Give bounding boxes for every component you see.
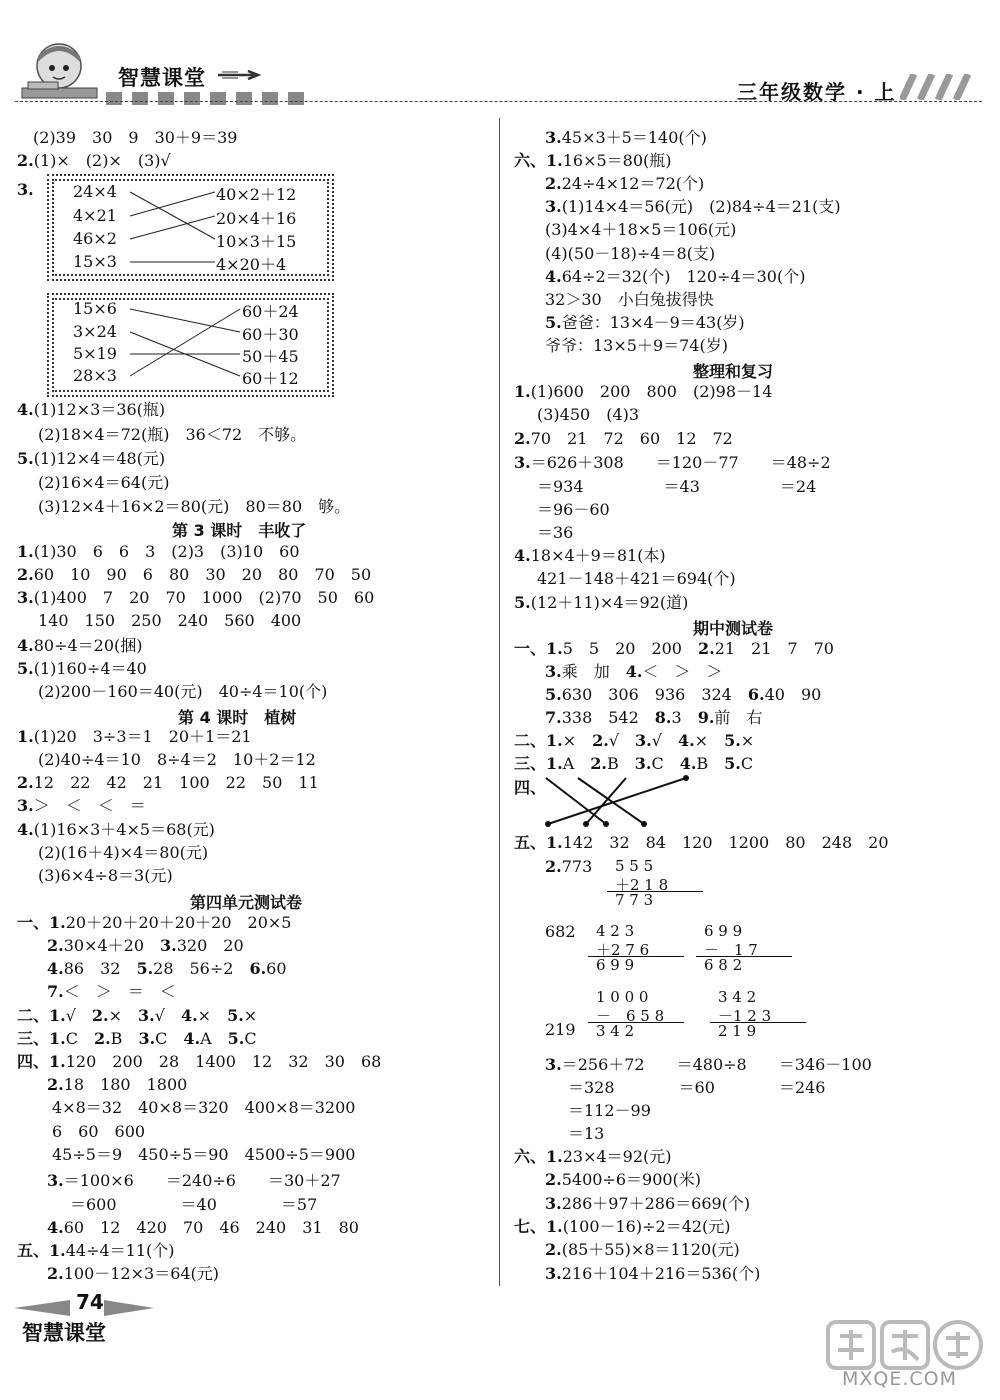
question-number: 4. xyxy=(679,754,697,773)
answer-text: ＝36 xyxy=(537,523,574,542)
vertical-calc-row: 6 8 2 xyxy=(704,956,743,974)
match-left-item: 46×2 xyxy=(73,229,117,248)
question-number: 5. xyxy=(227,1029,245,1048)
answer-text: (1)30 6 6 3 (2)3 (3)10 60 xyxy=(33,542,300,561)
answer-text: 23×4＝92(元) xyxy=(562,1147,672,1166)
answer-text: A xyxy=(200,1029,228,1048)
question-number: 3. xyxy=(17,796,34,815)
question-number: 二、1. xyxy=(514,731,563,750)
question-number: 2. xyxy=(545,1240,562,1259)
answer-text: × xyxy=(108,1006,139,1025)
answer-text: 216＋104＋216＝536(个) xyxy=(561,1264,761,1283)
question-number: 2. xyxy=(545,1170,562,1189)
question-number: 三、1. xyxy=(17,1029,66,1048)
left-answer-line xyxy=(38,473,169,493)
answer-text: 24÷4×12＝72(个) xyxy=(561,174,705,193)
left-answer-line xyxy=(47,936,244,956)
answer-text: ＝600 ＝40 ＝57 xyxy=(70,1195,318,1214)
answer-text: 28 56÷2 xyxy=(153,959,250,978)
question-number: 3. xyxy=(138,1029,156,1048)
question-number: 3. xyxy=(47,1171,64,1190)
left-answer-line xyxy=(17,727,252,747)
left-answer-line xyxy=(17,796,146,816)
question-number: 1. xyxy=(17,727,34,746)
answer-text: B xyxy=(110,1029,139,1048)
answer-text: (1)12×3＝36(瓶) xyxy=(33,400,166,419)
vertical-calc-row: 3 4 2 xyxy=(596,1022,635,1040)
answer-text: 142 32 84 120 1200 80 248 20 xyxy=(562,833,889,852)
answer-text: 44÷4＝11(个) xyxy=(65,1241,175,1260)
right-answer-line xyxy=(545,1264,760,1284)
right-answer-line xyxy=(545,708,762,728)
header-brand: 智慧课堂 xyxy=(118,66,206,90)
section-title: 第 3 课时 丰收了 xyxy=(172,521,307,540)
right-answer-line xyxy=(514,429,733,449)
left-answer-line xyxy=(38,425,306,445)
match-left-item: 15×6 xyxy=(73,299,117,318)
question-number: 2. xyxy=(93,1029,111,1048)
connect-dots-diagram xyxy=(536,770,716,830)
match-right-item: 40×2＋12 xyxy=(216,185,297,204)
answer-text: (2)(16＋4)×4＝80(元) xyxy=(38,843,209,862)
answer-text: (2)200－160＝40(元) 40÷4＝10(个) xyxy=(38,682,328,701)
answer-text: (85＋55)×8＝1120(元) xyxy=(561,1240,740,1259)
answer-text: (12＋11)×4＝92(道) xyxy=(530,593,689,612)
left-answer-line xyxy=(17,449,165,469)
left-answer-line xyxy=(38,866,173,886)
left-answer-line xyxy=(47,1218,359,1238)
left-answer-line xyxy=(17,1006,257,1026)
left-answer-line xyxy=(17,636,143,656)
left-answer-line xyxy=(17,1052,381,1072)
right-answer-line xyxy=(537,477,816,497)
vertical-calc-row: 6 9 9 xyxy=(704,922,743,940)
answer-text: ＞ ＜ ＜ ＝ xyxy=(33,796,146,815)
left-answer-line xyxy=(17,1029,257,1049)
right-answer-line xyxy=(545,922,576,942)
answer-text: 320 20 xyxy=(176,936,244,955)
answer-text: 773 xyxy=(561,857,593,876)
answer-text: ＝100×6 ＝240÷6 ＝30＋27 xyxy=(63,1171,341,1190)
question-number: 3. xyxy=(545,662,562,681)
vertical-calc-rule xyxy=(696,956,792,957)
section-title: 期中测试卷 xyxy=(693,619,774,638)
answer-text: 219 xyxy=(545,1020,576,1039)
answer-text: (2)40÷4＝10 8÷4＝2 10＋2＝12 xyxy=(38,750,316,769)
answer-text: 乘 加 xyxy=(561,662,626,681)
answer-text: 爷爷：13×5＋9＝74(岁) xyxy=(545,336,728,355)
question-number: 5. xyxy=(227,1006,244,1025)
left-answer-line xyxy=(17,659,147,679)
match-right-item: 60＋30 xyxy=(242,325,299,344)
right-answer-line xyxy=(537,500,610,520)
left-answer-line xyxy=(17,588,374,608)
match-left-item: 4×21 xyxy=(73,206,117,225)
left-answer-line xyxy=(17,773,319,793)
left-answer-line xyxy=(38,843,208,863)
match-left-item: 5×19 xyxy=(73,344,117,363)
answer-text: 630 306 936 324 xyxy=(561,685,748,704)
answer-text: 3 xyxy=(671,708,698,727)
match-right-item: 4×20＋4 xyxy=(216,255,287,274)
right-answer-line xyxy=(545,1020,576,1040)
right-answer-line xyxy=(545,1240,740,1260)
answer-text: (3)12×4＋16×2＝80(元) 80＝80 够。 xyxy=(38,497,351,516)
answer-text: 30×4＋20 xyxy=(63,936,161,955)
right-answer-line xyxy=(514,1217,731,1237)
question-number: 3. xyxy=(635,731,652,750)
answer-text: 682 xyxy=(545,922,576,941)
question-number: 七、1. xyxy=(514,1217,563,1236)
question-number: 2. xyxy=(545,174,562,193)
question-number: 三、1. xyxy=(514,754,563,773)
vertical-calc-row: ＋2 7 6 xyxy=(596,941,650,959)
match-right-item: 20×4＋16 xyxy=(216,209,297,228)
right-answer-line xyxy=(514,639,834,659)
answer-text: 20＋20＋20＋20＋20 20×5 xyxy=(65,913,292,932)
question-number: 2. xyxy=(545,857,562,876)
question-number: 四、1. xyxy=(17,1052,66,1071)
answer-text: 286＋97＋286＝669(个) xyxy=(561,1194,751,1213)
right-answer-line xyxy=(514,731,754,751)
question-number: 9. xyxy=(697,708,715,727)
answer-text: 16×5＝80(瓶) xyxy=(562,151,672,170)
vertical-calc-row: － 1 7 xyxy=(704,941,758,959)
question-number: 4. xyxy=(677,731,695,750)
answer-text: 爸爸：13×4－9＝43(岁) xyxy=(561,313,745,332)
answer-text: 120 200 28 1400 12 32 30 68 xyxy=(65,1052,382,1071)
left-answer-line xyxy=(17,565,371,585)
question-number: 2. xyxy=(47,936,64,955)
answer-text: × xyxy=(740,731,755,750)
right-answer-line xyxy=(537,523,573,543)
right-answer-line xyxy=(545,685,821,705)
question-number: 2. xyxy=(592,731,609,750)
answer-text: A xyxy=(562,754,591,773)
answer-text: 18×4＋9＝81(本) xyxy=(530,546,666,565)
match-right-item: 10×3＋15 xyxy=(216,232,297,251)
section-title: 第 4 课时 植树 xyxy=(178,708,297,727)
answer-text: ＝328 ＝60 ＝246 xyxy=(568,1078,826,1097)
vertical-calc-row: 6 9 9 xyxy=(596,956,635,974)
answer-text: C xyxy=(651,754,680,773)
answer-text: (1)12×4＝48(元) xyxy=(33,449,166,468)
right-answer-line xyxy=(537,569,736,589)
answer-text: 140 150 250 240 560 400 xyxy=(38,611,302,630)
question-number: 5. xyxy=(136,959,154,978)
answer-text: (2)39 30 9 30＋9＝39 xyxy=(33,128,238,147)
answer-text: 21 21 7 70 xyxy=(714,639,834,658)
answer-text: 70 21 72 60 12 72 xyxy=(530,429,733,448)
answer-text: 40 90 xyxy=(764,685,822,704)
vertical-calc-row: ＋2 1 8 xyxy=(615,876,669,894)
answer-text: 18 180 1800 xyxy=(63,1075,188,1094)
watermark-text: MXQE.COM xyxy=(842,1368,958,1390)
answer-text: (4)(50－18)÷4＝8(支) xyxy=(545,244,716,263)
question-number: 六、1. xyxy=(514,151,563,170)
question-number: 3. xyxy=(17,180,34,199)
question-number: 3. xyxy=(545,1194,562,1213)
question-number: 8. xyxy=(654,708,672,727)
vertical-calc-row: 4 2 3 xyxy=(596,922,635,940)
right-answer-line xyxy=(545,857,592,877)
question-number: 5. xyxy=(545,313,562,332)
answer-text: (1)× (2)× (3)√ xyxy=(33,151,171,170)
answer-text: × xyxy=(694,731,725,750)
vertical-calc-rule xyxy=(588,1022,684,1023)
left-answer-line xyxy=(47,1264,219,1284)
answer-text: 421－148＋421＝694(个) xyxy=(537,569,736,588)
question-number: 五、1. xyxy=(514,833,563,852)
question-number: 3. xyxy=(545,1055,562,1074)
match-left-item: 15×3 xyxy=(73,252,117,271)
vertical-calc-rule xyxy=(588,956,684,957)
question-number: 2. xyxy=(17,151,34,170)
left-answer-line xyxy=(17,542,300,562)
left-answer-line xyxy=(17,913,291,933)
question-number: 4. xyxy=(183,1029,201,1048)
answer-text: C xyxy=(155,1029,184,1048)
question-number: 4. xyxy=(17,400,34,419)
question-number: 二、1. xyxy=(17,1006,66,1025)
left-answer-line xyxy=(38,611,301,631)
answer-text: B xyxy=(696,754,725,773)
question-number: 5. xyxy=(724,754,741,773)
section-title: 整理和复习 xyxy=(693,362,774,381)
header-subject: 三年级数学 · 上 xyxy=(737,80,897,104)
answer-text: 60 xyxy=(266,959,287,978)
question-number: 2. xyxy=(17,773,34,792)
section-title: 第四单元测试卷 xyxy=(190,893,303,912)
answer-text: × xyxy=(243,1006,258,1025)
answer-text: (3)4×4＋18×5＝106(元) xyxy=(545,220,737,239)
answer-text: √ xyxy=(154,1006,181,1025)
question-number: 7. xyxy=(545,708,562,727)
right-answer-line xyxy=(545,1194,750,1214)
question-number: 2. xyxy=(590,754,607,773)
question-number: 1. xyxy=(17,542,34,561)
right-answer-line xyxy=(514,1147,672,1167)
question-number: 6. xyxy=(747,685,765,704)
question-number: 3. xyxy=(160,936,177,955)
answer-text: ＝256＋72 ＝480÷8 ＝346－100 xyxy=(561,1055,872,1074)
question-number: 4. xyxy=(17,820,34,839)
question-number: 4. xyxy=(47,1218,64,1237)
answer-text: C xyxy=(740,754,754,773)
question-number: 5. xyxy=(514,593,531,612)
right-answer-line xyxy=(545,1055,872,1075)
answer-text: 5 5 20 200 xyxy=(562,639,698,658)
question-number: 4. xyxy=(180,1006,198,1025)
answer-text: 80÷4＝20(捆) xyxy=(33,636,143,655)
right-answer-line xyxy=(568,1124,604,1144)
answer-text: B xyxy=(606,754,635,773)
page-number: 74 xyxy=(76,1290,104,1314)
answer-text: (1)14×4＝56(元) (2)84÷4＝21(支) xyxy=(561,197,841,216)
vertical-calc-row: 2 1 9 xyxy=(718,1022,757,1040)
left-answer-line xyxy=(52,1098,355,1118)
question-number: 2. xyxy=(17,565,34,584)
match-right-item: 50＋45 xyxy=(242,347,299,366)
question-number: 3. xyxy=(17,588,34,607)
left-answer-line xyxy=(47,959,287,979)
question-number: 一、1. xyxy=(514,639,563,658)
answer-text: √ xyxy=(65,1006,92,1025)
answer-text: × xyxy=(562,731,593,750)
answer-text: 100－12×3＝64(元) xyxy=(63,1264,220,1283)
answer-text: ＝934 ＝43 ＝24 xyxy=(537,477,817,496)
answer-text: 5400÷6＝900(米) xyxy=(561,1170,702,1189)
question-number: 六、1. xyxy=(514,1147,563,1166)
vertical-calc-row: 3 4 2 xyxy=(718,988,757,1006)
right-answer-line xyxy=(514,833,889,853)
question-number: 3. xyxy=(634,754,652,773)
vertical-calc-rule xyxy=(607,891,703,892)
question-number: 2. xyxy=(697,639,715,658)
right-answer-line xyxy=(545,662,722,682)
answer-text: (100－16)÷2＝42(元) xyxy=(562,1217,731,1236)
answer-text: 45÷5＝9 450÷5＝90 4500÷5＝900 xyxy=(52,1145,356,1164)
answer-text: (2)18×4＝72(瓶) 36＜72 不够。 xyxy=(38,425,307,444)
question-number: 2. xyxy=(47,1075,64,1094)
answer-text: ＝13 xyxy=(568,1124,605,1143)
left-answer-line xyxy=(38,682,327,702)
answer-text: (3)6×4÷8＝3(元) xyxy=(38,866,173,885)
vertical-calc-row: 7 7 3 xyxy=(615,891,654,909)
answer-text: (1)600 200 800 (2)98－14 xyxy=(530,382,773,401)
right-answer-line xyxy=(514,453,831,473)
footer-brand: 智慧课堂 xyxy=(22,1321,106,1345)
match-left-item: 24×4 xyxy=(73,182,117,201)
answer-text: (1)16×3＋4×5＝68(元) xyxy=(33,820,215,839)
left-answer-line xyxy=(47,1171,341,1191)
match-right-item: 60＋24 xyxy=(242,302,299,321)
right-answer-line xyxy=(514,546,666,566)
right-answer-line xyxy=(568,1078,825,1098)
question-number: 7. xyxy=(47,982,64,1001)
right-answer-line xyxy=(568,1101,651,1121)
question-number: 6. xyxy=(249,959,267,978)
answer-text: 4×8＝32 40×8＝320 400×8＝3200 xyxy=(52,1098,356,1117)
answer-text: √ xyxy=(608,731,636,750)
left-answer-line xyxy=(52,1122,145,1142)
question-number: 四、 xyxy=(514,778,547,797)
answer-text: (1)20 3÷3＝1 20＋1＝21 xyxy=(33,727,252,746)
question-number: 4. xyxy=(625,662,643,681)
right-answer-line xyxy=(514,593,688,613)
answer-text: (1)400 7 20 70 1000 (2)70 50 60 xyxy=(33,588,375,607)
answer-text: ＝626＋308 ＝120－77 ＝48÷2 xyxy=(530,453,831,472)
question-number: 1. xyxy=(514,382,531,401)
vertical-calc-row: － 6 5 8 xyxy=(596,1007,665,1025)
question-number: 3. xyxy=(545,1264,562,1283)
matching-lines xyxy=(0,0,1000,420)
answer-text: C xyxy=(244,1029,257,1048)
left-answer-line xyxy=(52,1145,355,1165)
answer-text: 前 右 xyxy=(714,708,763,727)
question-number: 5. xyxy=(724,731,741,750)
answer-text: C xyxy=(65,1029,94,1048)
right-answer-line xyxy=(545,1170,701,1190)
question-number: 3. xyxy=(545,128,562,147)
question-number: 一、1. xyxy=(17,913,66,932)
question-number: 3. xyxy=(545,197,562,216)
left-answer-line xyxy=(38,750,316,770)
vertical-calc-row: 1 0 0 0 xyxy=(596,988,649,1006)
question-number: 2. xyxy=(47,1264,64,1283)
left-answer-line xyxy=(47,982,176,1002)
answer-text: 338 542 xyxy=(561,708,655,727)
left-answer-line xyxy=(70,1195,317,1215)
answer-text: 32＞30 小白兔拔得快 xyxy=(545,290,714,309)
answer-text: 60 12 420 70 46 240 31 80 xyxy=(63,1218,359,1237)
question-number: 3. xyxy=(138,1006,155,1025)
answer-text: √ xyxy=(651,731,678,750)
answer-text: 86 32 xyxy=(63,959,137,978)
left-answer-line xyxy=(47,1075,187,1095)
answer-text: 60 10 90 6 80 30 20 80 70 50 xyxy=(33,565,372,584)
answer-text: 64÷2＝32(个) 120÷4＝30(个) xyxy=(561,267,806,286)
question-number: 2. xyxy=(91,1006,109,1025)
answer-text: ＝96－60 xyxy=(537,500,610,519)
left-answer-line xyxy=(17,1241,175,1261)
question-number: 5. xyxy=(17,449,34,468)
match-left-item: 3×24 xyxy=(73,322,117,341)
answer-text: ＜ ＞ ＝ ＜ xyxy=(63,982,176,1001)
answer-text: 6 60 600 xyxy=(52,1122,146,1141)
question-number: 5. xyxy=(17,659,34,678)
question-number: 4. xyxy=(545,267,562,286)
answer-text: (2)16×4＝64(元) xyxy=(38,473,170,492)
left-answer-line xyxy=(17,820,215,840)
answer-text: × xyxy=(197,1006,228,1025)
answer-text: 45×3＋5＝140(个) xyxy=(561,128,707,147)
vertical-calc-row: 5 5 5 xyxy=(615,857,654,875)
answer-text: ＜ ＞ ＞ xyxy=(642,662,723,681)
answer-text: (1)160÷4＝40 xyxy=(33,659,147,678)
question-number: 2. xyxy=(514,429,531,448)
question-number: 4. xyxy=(47,959,64,978)
answer-text: (3)450 (4)3 xyxy=(537,405,640,424)
vertical-calc-rule xyxy=(710,1022,806,1023)
question-number: 4. xyxy=(514,546,531,565)
match-left-item: 28×3 xyxy=(73,366,117,385)
match-right-item: 60＋12 xyxy=(242,369,299,388)
question-number: 4. xyxy=(17,636,34,655)
left-answer-line xyxy=(38,497,350,517)
question-number: 五、1. xyxy=(17,1241,66,1260)
question-number: 3. xyxy=(514,453,531,472)
vertical-calc-row: －1 2 3 xyxy=(718,1007,772,1025)
question-number: 5. xyxy=(545,685,562,704)
answer-text: ＝112－99 xyxy=(568,1101,651,1120)
answer-text: 12 22 42 21 100 22 50 11 xyxy=(33,773,319,792)
